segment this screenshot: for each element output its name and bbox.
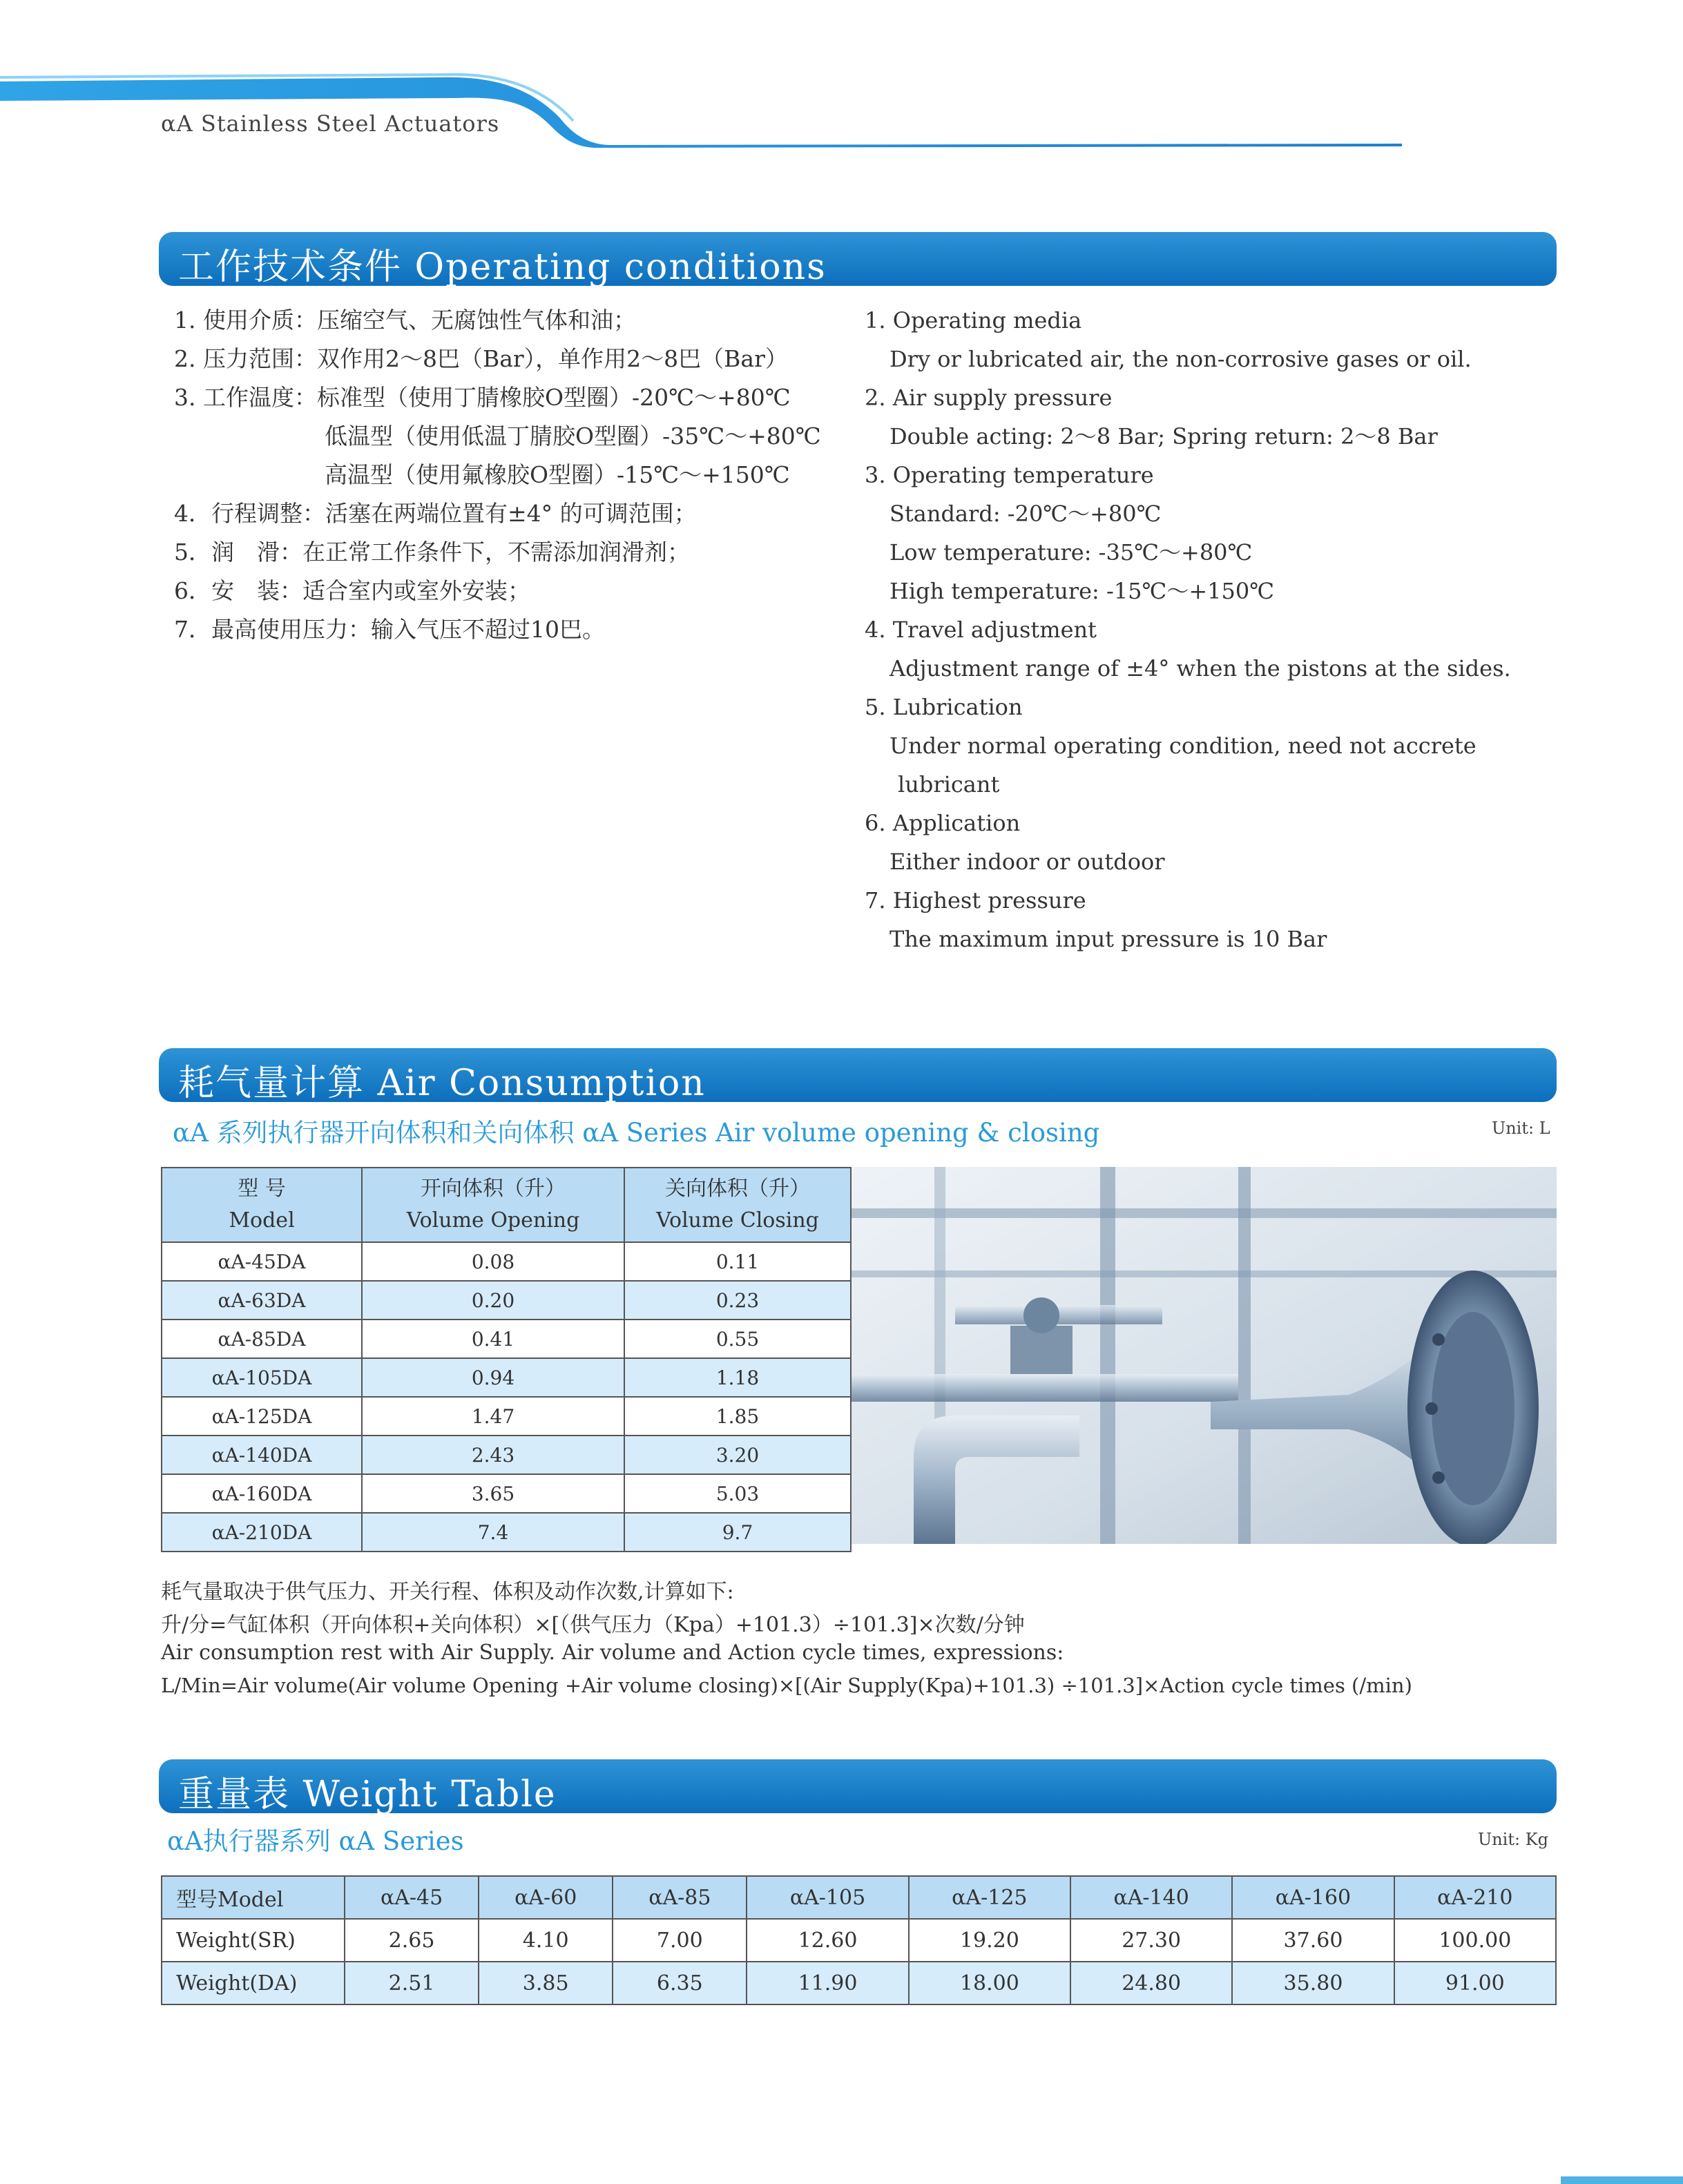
cell-value: 3.85: [479, 1962, 613, 2004]
list-item: 7．最高使用压力：输入气压不超过10巴。: [174, 616, 605, 643]
cell-closing: 9.7: [624, 1513, 851, 1552]
list-item: 7. Highest pressure: [865, 887, 1086, 914]
cell-value: 100.00: [1394, 1919, 1556, 1962]
list-item: 3. Operating temperature: [865, 462, 1154, 488]
operating-cn-list: [174, 301, 821, 649]
header-cell: αA-85: [613, 1876, 747, 1919]
cell-opening: 3.65: [362, 1474, 624, 1513]
table-row: [162, 1474, 851, 1513]
cell-opening: 0.94: [362, 1358, 624, 1397]
list-item: Under normal operating condition, need not accrete: [889, 733, 1477, 759]
table-row: [162, 1397, 851, 1436]
list-item: 4. Travel adjustment: [865, 617, 1097, 643]
cell-opening: 0.08: [362, 1242, 624, 1281]
header-cell: αA-45: [345, 1876, 479, 1919]
formula-en-line1: Air consumption rest with Air Supply. Air volume and Action cycle times, expressions:: [161, 1641, 1064, 1665]
header-cell: αA-105: [747, 1876, 908, 1919]
header-cell-model: 型号Model: [162, 1876, 345, 1919]
cell-value: 27.30: [1070, 1919, 1232, 1962]
list-item: Low temperature: -35℃～+80℃: [889, 539, 1253, 566]
header-cell-opening: [362, 1168, 624, 1242]
list-item: The maximum input pressure is 10 Bar: [889, 926, 1327, 952]
header-cell: αA-140: [1070, 1876, 1232, 1919]
formula-en-line2: L/Min=Air volume(Air volume Opening +Air volume closing)×[(Air Supply(Kpa)+101.3) ÷101.3]×Action cycle times (/min): [161, 1674, 1412, 1697]
cell-value: 6.35: [613, 1962, 747, 2004]
list-item: 2. Air supply pressure: [865, 385, 1113, 411]
cell-model: αA-105DA: [162, 1358, 362, 1397]
cell-value: 91.00: [1394, 1962, 1556, 2004]
table-row: [162, 1281, 851, 1320]
cell-opening: 2.43: [362, 1436, 624, 1474]
cell-model: αA-160DA: [162, 1474, 362, 1513]
cell-opening: 0.41: [362, 1320, 624, 1358]
cell-model: αA-210DA: [162, 1513, 362, 1552]
list-item: Double acting: 2～8 Bar; Spring return: 2～8 Bar: [889, 423, 1438, 450]
list-item: Adjustment range of ±4° when the pistons at the sides.: [889, 655, 1511, 682]
cell-value: 12.60: [747, 1919, 908, 1962]
table-row: [162, 1320, 851, 1358]
cell-value: 18.00: [909, 1962, 1070, 2004]
formula-cn-line2: 升/分=气缸体积（开向体积+关向体积）×[（供气压力（Kpa）+101.3）÷101.3]×次数/分钟: [161, 1613, 1025, 1637]
cell-value: 37.60: [1232, 1919, 1394, 1962]
formula-cn-line1: 耗气量取决于供气压力、开关行程、体积及动作次数,计算如下:: [161, 1580, 734, 1604]
cell-closing: 1.18: [624, 1358, 851, 1397]
table-row: [162, 1513, 851, 1552]
list-item: 1. 使用介质：压缩空气、无腐蚀性气体和油；: [174, 307, 636, 334]
header-cell: αA-210: [1394, 1876, 1556, 1919]
header-cell: αA-125: [909, 1876, 1070, 1919]
list-item: 高温型（使用氟橡胶O型圈）-15℃～+150℃: [325, 461, 790, 488]
header-cell: αA-60: [479, 1876, 613, 1919]
row-label: Weight(DA): [162, 1962, 345, 2004]
air-subtitle: αA 系列执行器开向体积和关向体积 αA Series Air volume opening & closing: [173, 1118, 1100, 1148]
cell-model: αA-45DA: [162, 1242, 362, 1281]
operating-en-list: [865, 301, 1511, 958]
list-item: Dry or lubricated air, the non-corrosive gases or oil.: [889, 346, 1472, 372]
table-header-row: [162, 1168, 851, 1242]
cell-value: 35.80: [1232, 1962, 1394, 2004]
table-row: [162, 1919, 1556, 1962]
list-item: 3. 工作温度：标准型（使用丁腈橡胶O型圈）-20℃～+80℃: [174, 384, 791, 411]
table-row: [162, 1242, 851, 1281]
cell-value: 19.20: [909, 1919, 1070, 1962]
cell-model: αA-140DA: [162, 1436, 362, 1474]
table-row: [162, 1436, 851, 1474]
list-item: Either indoor or outdoor: [889, 849, 1165, 875]
list-item: 2. 压力范围：双作用2～8巴（Bar），单作用2～8巴（Bar）: [174, 345, 788, 372]
cell-closing: 0.55: [624, 1320, 851, 1358]
header-title: αA Stainless Steel Actuators: [161, 110, 500, 137]
industrial-pipes-photo: [852, 1167, 1557, 1544]
list-item: 低温型（使用低温丁腈胶O型圈）-35℃～+80℃: [325, 423, 821, 450]
cell-value: 2.65: [345, 1919, 479, 1962]
weight-subtitle: αA执行器系列 αA Series: [167, 1826, 464, 1856]
list-item: Standard: -20℃～+80℃: [889, 501, 1162, 527]
section-band-air: [159, 1048, 1557, 1102]
cell-closing: 0.11: [624, 1242, 851, 1281]
cell-closing: 3.20: [624, 1436, 851, 1474]
list-item: 5. Lubrication: [865, 694, 1023, 720]
list-item: 4．行程调整：活塞在两端位置有±4° 的可调范围；: [174, 500, 697, 527]
header-cell-closing: [624, 1168, 851, 1242]
section-title-weight: 重量表 Weight Table: [178, 1774, 557, 1815]
cell-model: αA-85DA: [162, 1320, 362, 1358]
cell-opening: 0.20: [362, 1281, 624, 1320]
cell-opening: 7.4: [362, 1513, 624, 1552]
air-unit: Unit: L: [1492, 1119, 1550, 1138]
cell-value: 11.90: [747, 1962, 908, 2004]
section-band-operating: [159, 232, 1557, 286]
table-header-row: [162, 1876, 1556, 1919]
weight-table: [161, 1875, 1557, 2005]
section-title-air: 耗气量计算 Air Consumption: [178, 1063, 706, 1104]
cell-model: αA-63DA: [162, 1281, 362, 1320]
cell-closing: 1.85: [624, 1397, 851, 1436]
header-cn: 型 号: [238, 1177, 286, 1201]
list-item: 6．安 装：适合室内或室外安装；: [174, 577, 530, 604]
list-item: 6. Application: [865, 810, 1021, 836]
cell-opening: 1.47: [362, 1397, 624, 1436]
cell-value: 2.51: [345, 1962, 479, 2004]
header-cell: αA-160: [1232, 1876, 1394, 1919]
table-row: [162, 1962, 1556, 2004]
list-item: 5．润 滑：在正常工作条件下，不需添加润滑剂；: [174, 539, 690, 566]
list-item: lubricant: [898, 771, 1000, 798]
cell-value: 4.10: [479, 1919, 613, 1962]
table-row: [162, 1358, 851, 1397]
weight-unit: Unit: Kg: [1478, 1830, 1549, 1849]
list-item: 1. Operating media: [865, 307, 1082, 334]
cell-model: αA-125DA: [162, 1397, 362, 1436]
cell-closing: 5.03: [624, 1474, 851, 1513]
cell-value: 7.00: [613, 1919, 747, 1962]
section-title-operating: 工作技术条件 Operating conditions: [178, 247, 827, 288]
header-en: Model: [229, 1208, 295, 1233]
row-label: Weight(SR): [162, 1919, 345, 1962]
list-item: High temperature: -15℃～+150℃: [889, 578, 1275, 604]
header-en: Volume Opening: [406, 1208, 580, 1233]
header-cn: 开向体积（升）: [421, 1177, 566, 1201]
header-cell-model: [162, 1168, 362, 1242]
section-band-weight: [159, 1759, 1557, 1813]
air-volume-table: [161, 1167, 852, 1552]
cell-closing: 0.23: [624, 1281, 851, 1320]
header-en: Volume Closing: [656, 1208, 819, 1233]
header-cn: 关向体积（升）: [665, 1177, 810, 1201]
cell-value: 24.80: [1070, 1962, 1232, 2004]
footer-accent-bar: [1561, 2176, 1683, 2184]
